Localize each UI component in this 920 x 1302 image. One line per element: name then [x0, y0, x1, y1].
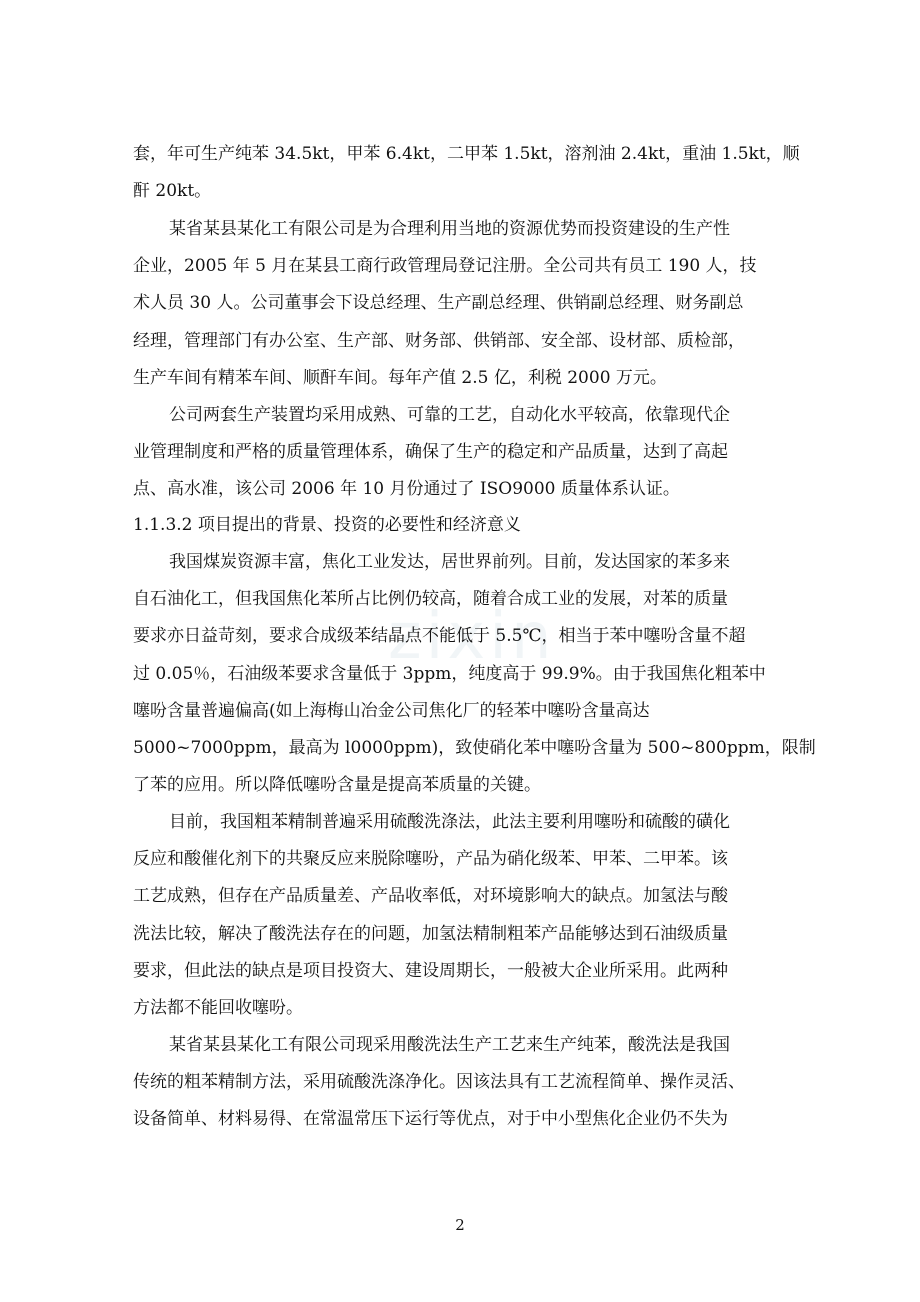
text-line: 我国煤炭资源丰富，焦化工业发达，居世界前列。目前，发达国家的苯多来 [169, 552, 730, 572]
text-line: 噻吩含量普遍偏高(如上海梅山冶金公司焦化厂的轻苯中噻吩含量高达 [133, 700, 650, 721]
paragraph-continuation [133, 136, 800, 210]
text-line: 了苯的应用。所以降低噻吩含量是提高苯质量的关键。 [133, 775, 541, 796]
text-line: 过 0.05％，石油级苯要求含量低于 3ppm，纯度高于 99.9%。由于我国焦化粗苯中 [133, 663, 766, 684]
paragraph-production-quality [133, 397, 791, 509]
paragraph-background [133, 544, 816, 804]
text-line: 生产车间有精苯车间、顺酐车间。每年产值 2.5 亿，利税 2000 万元。 [133, 367, 667, 388]
page-number: 2 [455, 1216, 465, 1234]
paragraph-company-profile [133, 211, 791, 397]
text-line: 要求亦日益苛刻，要求合成级苯结晶点不能低于 5.5℃，相当于苯中噻吩含量不超 [133, 626, 746, 647]
section-heading: 1.1.3.2 项目提出的背景、投资的必要性和经济意义 [133, 515, 521, 535]
text-line: 企业，2005 年 5 月在某县工商行政管理局登记注册。全公司共有员工 190 人，技 [133, 256, 757, 277]
text-line: 酐 20kt。 [133, 181, 212, 202]
paragraph-refining-methods [133, 804, 791, 1027]
text-line: 点、高水准，该公司 2006 年 10 月份通过了 ISO9000 质量体系认证。 [133, 479, 680, 500]
text-line: 套，年可生产纯苯 34.5kt，甲苯 6.4kt，二甲苯 1.5kt，溶剂油 2.4kt，重油 1.5kt，顺 [133, 144, 800, 164]
paragraph-current-process [133, 1027, 791, 1139]
text-line: 业管理制度和严格的质量管理体系，确保了生产的稳定和产品质量，达到了高起 [133, 442, 728, 463]
text-line: 要求，但此法的缺点是项目投资大、建设周期长，一般被大企业所采用。此两种 [133, 960, 728, 981]
text-line: 经理，管理部门有办公室、生产部、财务部、供销部、安全部、设材部、质检部， [133, 330, 745, 351]
text-line: 目前，我国粗苯精制普遍采用硫酸洗涤法，此法主要利用噻吩和硫酸的磺化 [169, 812, 730, 832]
text-line: 传统的粗苯精制方法，采用硫酸洗涤净化。因该法具有工艺流程简单、操作灵活、 [133, 1072, 745, 1093]
text-line: 工艺成熟，但存在产品质量差、产品收率低，对环境影响大的缺点。加氢法与酸 [133, 886, 728, 907]
text-line: 设备简单、材料易得、在常温常压下运行等优点，对于中小型焦化企业仍不失为 [133, 1109, 728, 1130]
text-line: 术人员 30 人。公司董事会下设总经理、生产副总经理、供销副总经理、财务副总 [133, 293, 744, 314]
text-line: 洗法比较，解决了酸洗法存在的问题，加氢法精制粗苯产品能够达到石油级质量 [133, 923, 728, 944]
text-line: 5000~7000ppm，最高为 l0000ppm)，致使硝化苯中噻吩含量为 500~800ppm，限制 [133, 738, 816, 759]
watermark: zixin [388, 600, 556, 674]
text-line: 自石油化工，但我国焦化苯所占比例仍较高，随着合成工业的发展，对苯的质量 [133, 589, 728, 610]
text-line: 公司两套生产装置均采用成熟、可靠的工艺，自动化水平较高，依靠现代企 [169, 405, 730, 425]
text-line: 某省某县某化工有限公司现采用酸洗法生产工艺来生产纯苯，酸洗法是我国 [169, 1035, 730, 1055]
text-line: 方法都不能回收噻吩。 [133, 998, 303, 1019]
text-line: 某省某县某化工有限公司是为合理利用当地的资源优势而投资建设的生产性 [169, 219, 730, 239]
text-line: 反应和酸催化剂下的共聚反应来脱除噻吩，产品为硝化级苯、甲苯、二甲苯。该 [133, 849, 728, 870]
